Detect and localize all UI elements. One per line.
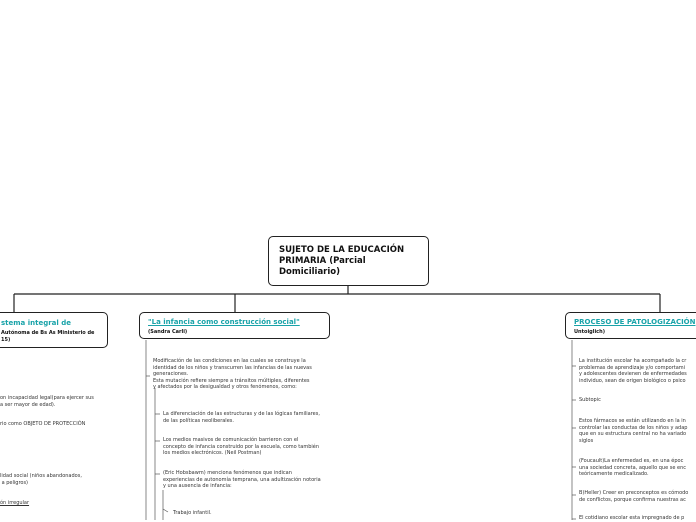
- left-subtopic[interactable]: on incapacidad legal(para ejercer sus a ser mayor de edad).: [0, 395, 94, 408]
- center-subtopic[interactable]: Modificación de las condiciones en las cuales se construye la identidad de los niños y transcurren las infancias de las nuevas generaciones. Esta mutación refiere siempre a tránsitos múltiples, diferentes y afectados por la desigualdad y otros fenómenos, como:: [153, 358, 312, 391]
- right-subtopic[interactable]: Subtopic: [579, 397, 601, 403]
- topic-left[interactable]: [0, 312, 108, 348]
- topic-right[interactable]: [565, 312, 696, 339]
- left-subtopic[interactable]: rio como OBJETO DE PROTECCIÓN: [0, 421, 86, 427]
- topic-center-title: "La infancia como construcción social": [148, 318, 300, 326]
- right-subtopic[interactable]: Estos fármacos se están utilizando en la in controlar las conductas de los niños y adap que en su estructura central no ha variado siglos: [579, 418, 688, 444]
- right-subtopic[interactable]: B)Heller) Creer en preconceptos es cómodo de conflictos, porque confirma nuestras ac: [579, 490, 689, 503]
- topic-right-subtitle: Untoiglich): [574, 329, 605, 335]
- center-subtopic[interactable]: Trabajo infantil.: [173, 510, 212, 516]
- topic-center[interactable]: [139, 312, 330, 339]
- center-subtopic[interactable]: (Eric Hobsbawm) menciona fenómenos que indican experiencias de autonomía temprana, una adultización notoria y una ausencia de infancia:: [163, 470, 321, 490]
- topic-left-subtitle: Autónoma de Bs As Ministerio de 15): [1, 330, 95, 343]
- left-subtopic[interactable]: ón irregular: [0, 500, 30, 506]
- center-subtopic[interactable]: La diferenciación de las estructuras y de las lógicas familiares, de las políticas neoliberales.: [163, 411, 320, 424]
- right-subtopic[interactable]: (Foucault)La enfermedad es, en una époc una sociedad concreta, aquello que se enc teóricamente medicalizado.: [579, 458, 687, 478]
- topic-left-title: stema integral de: [1, 319, 71, 327]
- right-subtopic[interactable]: La institución escolar ha acompañado la cr problemas de aprendizaje y/o comportami y adolescentes devienen de enfermedades individuo, sean de origen biológico o psico: [579, 358, 687, 384]
- central-topic[interactable]: [268, 236, 429, 286]
- center-subtopic[interactable]: Los medios masivos de comunicación barrieron con el concepto de infancia construido por la escuela, como también los medios electrónicos. (Neil Postman): [163, 437, 320, 457]
- right-subtopic[interactable]: El cotidiano escolar esta impregnado de p: [579, 515, 685, 521]
- topic-center-subtitle: (Sandra Carli): [148, 329, 188, 335]
- topic-right-title: PROCESO DE PATOLOGIZACIÓN: [574, 318, 696, 326]
- central-topic-title: SUJETO DE LA EDUCACIÓN PRIMARIA (Parcial Domiciliario): [279, 245, 405, 277]
- left-subtopic[interactable]: lidad social (niños abandonados, a peligros): [0, 473, 82, 486]
